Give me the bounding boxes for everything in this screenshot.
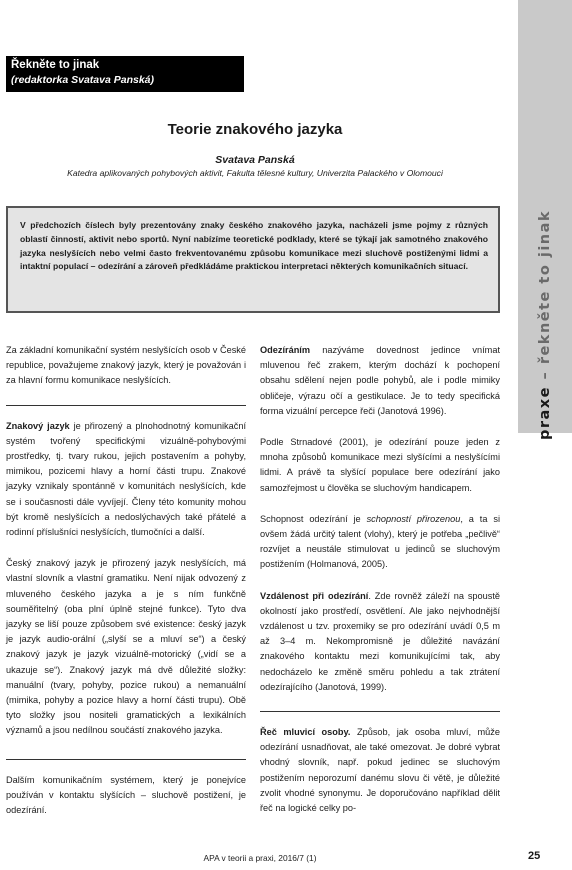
term-vzdalenost: Vzdálenost při odezírání xyxy=(260,590,369,601)
right-paragraph-1 xyxy=(260,343,500,419)
sidebar-rubric-strong: praxe xyxy=(537,386,553,441)
left-paragraph-2 xyxy=(6,405,246,541)
right-paragraph-3-end: , a ta si ovšem žádá určitý talent (vlohy), který je potřeba „pečlivě“ rozvíjet a neustále stimulovat u jedinců se sluchovým postižením (Holmanová, 2005). xyxy=(260,513,500,570)
section-label xyxy=(6,56,244,92)
page-number: 25 xyxy=(528,850,541,862)
right-paragraph-5 xyxy=(260,711,500,816)
term-znakovy-jazyk: Znakový jazyk xyxy=(6,420,70,431)
right-paragraph-5-text: Způsob, jak osoba mluví, může odezírání usnadňovat, ale také omezovat. Je dobré vybrat vhodný slovník, např. pokud jedinec se sluchovým postižením neporozumí danému slovu či větě, je důležité zvolit vhodné synonymu. Je doporučováno například dělit řeč na logické celky po- xyxy=(260,727,500,814)
left-paragraph-3: Český znakový jazyk je přirozený jazyk neslyšících, má vlastní slovník a vlastní gramatiku. Není nijak odvozený z mluveného českého jazyka a je s ním funkčně souměřitelný (oba plní úplně stejné funkce). Tyto dva jazyky se liší pouze způsobem své existence: český jazyk je jazyk audio-orální („slyší se a mluví se“) a český znakový jazyk je jazyk vizuálně-motorický („vidí se a ukazuje se“). Znakový jazyk má dvě důležité složky: manuální (tvary, pohyby, pozice rukou) a nemanuální (mimika, pohyby a pozice hlavy a horní části trupu). Obě tyto složky jsou nositeli gramatických a lexikálních významů a jsou nedílnou součástí znakového jazyka. xyxy=(6,558,246,736)
article-author: Svatava Panská xyxy=(215,154,295,166)
right-paragraph-3-start: Schopnost odezírání je xyxy=(260,513,367,524)
right-paragraph-1-text: nazýváme dovednost jedince vnímat mluvenou řeč zrakem, kterým dochází k pochopení obsahu sdělení nejen podle pohybů, ale i podle mimiky obličeje, výrazu očí a gestikulace. Je to tedy specifická forma vizuální percepce řeči (Janotová 1996). xyxy=(260,345,500,416)
right-paragraph-4-text: . Zde rovněž záleží na spoustě okolností jako prostředí, osvětlení. Ale jako nejvhodnější vzdálenost u tzv. proxemiky se pro odezírání uvádí 0,5 m až 3–4 m. Nekompromisně je důležité navázání znakového kontaktu mezi komunikujícími tak, aby nedocházelo ke změně směru pohledu a tak ztrátení odezírajícího (Janotová, 1999). xyxy=(260,590,500,692)
abstract-box xyxy=(6,206,500,313)
abstract-text: V předchozích číslech byly prezentovány znaky českého znakového jazyka, nacházeli jsme pojmy z různých oblastí činností, aktivit nebo sportů. Nyní nabízíme teoretické podklady, které se týkají jak samotného znakového jazyka neslyšících nebo velmi často frekventovanému způsobu komunikace mezi sluchově postiženými lidmi a intaktní populací – odezírání a zároveň předkládáme praktickou interpretaci některých komunikačních situací. xyxy=(20,220,488,272)
section-editor: (redaktorka Svatava Panská) xyxy=(11,74,154,86)
sidebar-rubric-light: – řekněte to jinak xyxy=(537,209,553,380)
footer-journal: APA v teorii a praxi, 2016/7 (1) xyxy=(203,853,317,863)
section-title: Řekněte to jinak xyxy=(11,59,100,71)
sidebar-rubric xyxy=(518,209,572,441)
left-column xyxy=(6,343,246,818)
right-paragraph-3 xyxy=(260,512,500,573)
right-paragraph-4 xyxy=(260,589,500,695)
article-title: Teorie znakového jazyka xyxy=(167,121,343,138)
left-paragraph-1: Za základní komunikační systém neslyšících osob v České republice, považujeme znakový jazyk, který je považován i za hlavní formu komunikace neslyšících. xyxy=(6,345,246,386)
left-paragraph-4: Dalším komunikačním systémem, který je ponejvíce používán v kontaktu slyšících – sluchově postižení, je odezírání. xyxy=(6,759,246,819)
right-column xyxy=(260,343,500,816)
term-rec-mluvici-osoby: Řeč mluvicí osoby. xyxy=(260,727,351,738)
article-affiliation: Katedra aplikovaných pohybových aktivit, Fakulta tělesné kultury, Univerzita Palackého v Olomouci xyxy=(67,168,443,178)
left-paragraph-2-text: je přirozený a plnohodnotný komunikační systém tvořený specifickými vizuálně-pohybovými prostředky, tj. tvary rukou, jejich postavením a pohyby, mimikou, pozicemi hlavy a horní části trupu. Znakové jazyky vznikaly spontánně v komunitách neslyšících, kde se i současnosti dále vyvíjejí. Členy této komunity mohou být kromě neslyšících a nedoslýchavých také přátelé a rodinní příslušníci neslyšících, tlumočníci a další. xyxy=(6,420,247,538)
right-paragraph-3-emphasis: schopností přirozenou xyxy=(366,513,461,524)
term-odezirani: Odezíráním xyxy=(260,345,311,355)
right-paragraph-2: Podle Strnadové (2001), je odezírání pouze jeden z mnoha způsobů komunikace mezi slyšícími a neslyšícími lidmi. A právě ta slyšící populace bere odezírání jako samozřejmost u člověka se sluchovým handicapem. xyxy=(260,437,500,493)
